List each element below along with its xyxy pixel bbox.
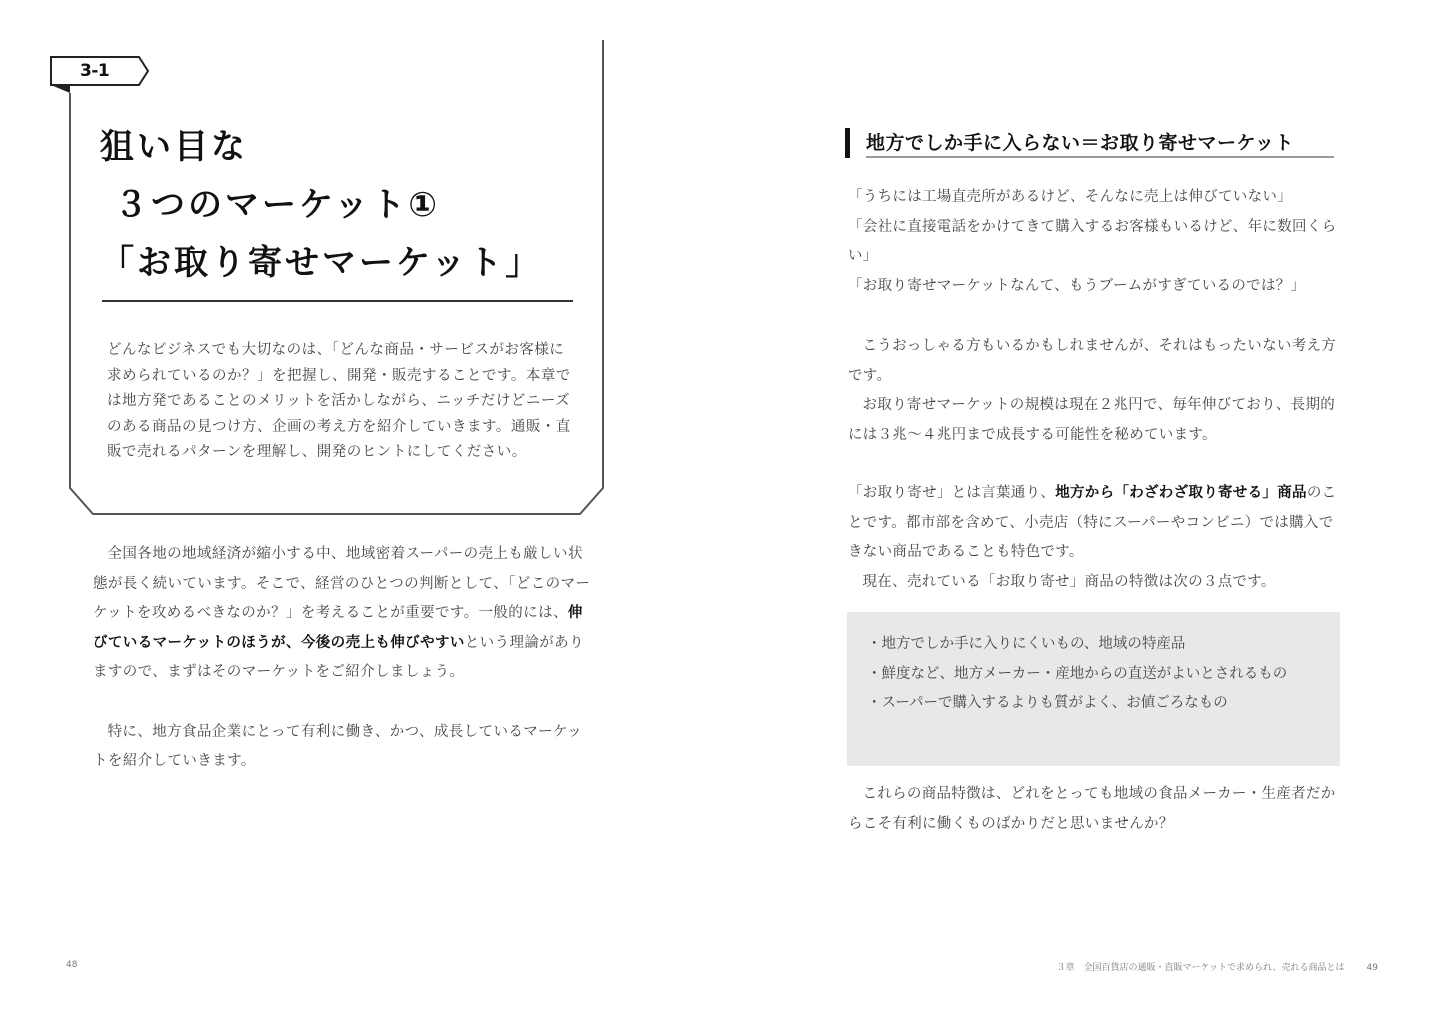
emphasis-text: 伸びているマーケットのほうが、今後の売上も伸びやすい [93,605,583,651]
subheading-underline [866,156,1334,158]
section-title [100,118,542,292]
quote-2: 「会社に直接電話をかけてきて購入するお客様もいるけど、年に数回くらい」 [848,218,1337,264]
title-line-1: 狙い目な [100,127,248,167]
subheading: 地方でしか手に入らない＝お取り寄せマーケット [845,128,1335,158]
right-paragraph-3: 「お取り寄せ」とは言葉通り、地方から「わざわざ取り寄せる」商品のことです。都市部を含めて、小売店（特にスーパーやコンビニ）では購入できない商品であることも特色です。 [848,485,1337,560]
page-number-right: 49 [1366,963,1378,973]
customer-quotes [848,183,1343,301]
title-divider [102,300,573,302]
feature-point: ・スーパーで購入するよりも質がよく、お値ごろなもの [867,695,1228,711]
feature-point: ・地方でしか手に入りにくいもの、地域の特産品 [867,636,1186,652]
section-tag-label: 3-1 [80,61,110,81]
quote-3: 「お取り寄せマーケットなんて、もうブームがすぎているのでは？」 [848,277,1306,294]
right-paragraph-5: これらの商品特徴は、どれをとっても地域の食品メーカー・生産者だからこそ有利に働くものばかりだと思いませんか？ [848,786,1336,832]
right-body-text [848,332,1343,597]
title-line-3: 「お取り寄せマーケット」 [100,243,543,283]
page-number-left: 48 [66,960,78,970]
right-paragraph-4: 現在、売れている「お取り寄せ」商品の特徴は次の３点です。 [862,573,1276,590]
chapter-intro: どんなビジネスでも大切なのは、「どんな商品・サービスがお客様に求められているのか？」を把握し、開発・販売することです。本章では地方発であることのメリットを活かしながら、ニッチだけどニーズのある商品の見つけ方、企画の考え方を紹介していきます。通販・直販で売れるパターンを理解し、開発のヒントにしてください。 [107,342,571,460]
quote-1: 「うちには工場直売所があるけど、そんなに売上は伸びていない」 [848,189,1292,205]
right-paragraph-2: お取り寄せマーケットの規模は現在２兆円で、毎年伸びており、長期的には３兆〜４兆円まで成長する可能性を秘めています。 [848,397,1336,443]
emphasis-text: 地方から「わざわざ取り寄せる」商品 [1055,485,1307,501]
running-footer [1056,960,1378,973]
tag-fold [51,85,70,93]
right-closing-text [848,780,1343,839]
footer-chapter-title: ３章 全国百貨店の通販・直販マーケットで求められ、売れる商品とは [1056,963,1345,973]
title-line-2: ３つのマーケット① [114,185,441,225]
feature-points-box [847,612,1340,766]
left-paragraph-1: 全国各地の地域経済が縮小する中、地域密着スーパーの売上も厳しい状態が長く続いています。そこで、経営のひとつの判断として、「どこのマーケットを攻めるべきなのか？」を考えることが重要です。一般的には、伸びているマーケットのほうが、今後の売上も伸びやすいという理論がありますので、まずはそのマーケットをご紹介しましょう。 [93,546,591,680]
feature-point: ・鮮度など、地方メーカー・産地からの直送がよいとされるもの [867,665,1288,682]
left-paragraph-2: 特に、地方食品企業にとって有利に働き、かつ、成長しているマーケットを紹介していきます。 [93,723,583,769]
left-body-text [93,540,593,777]
right-paragraph-1: こうおっしゃる方もいるかもしれませんが、それはもったいない考え方です。 [848,338,1337,384]
